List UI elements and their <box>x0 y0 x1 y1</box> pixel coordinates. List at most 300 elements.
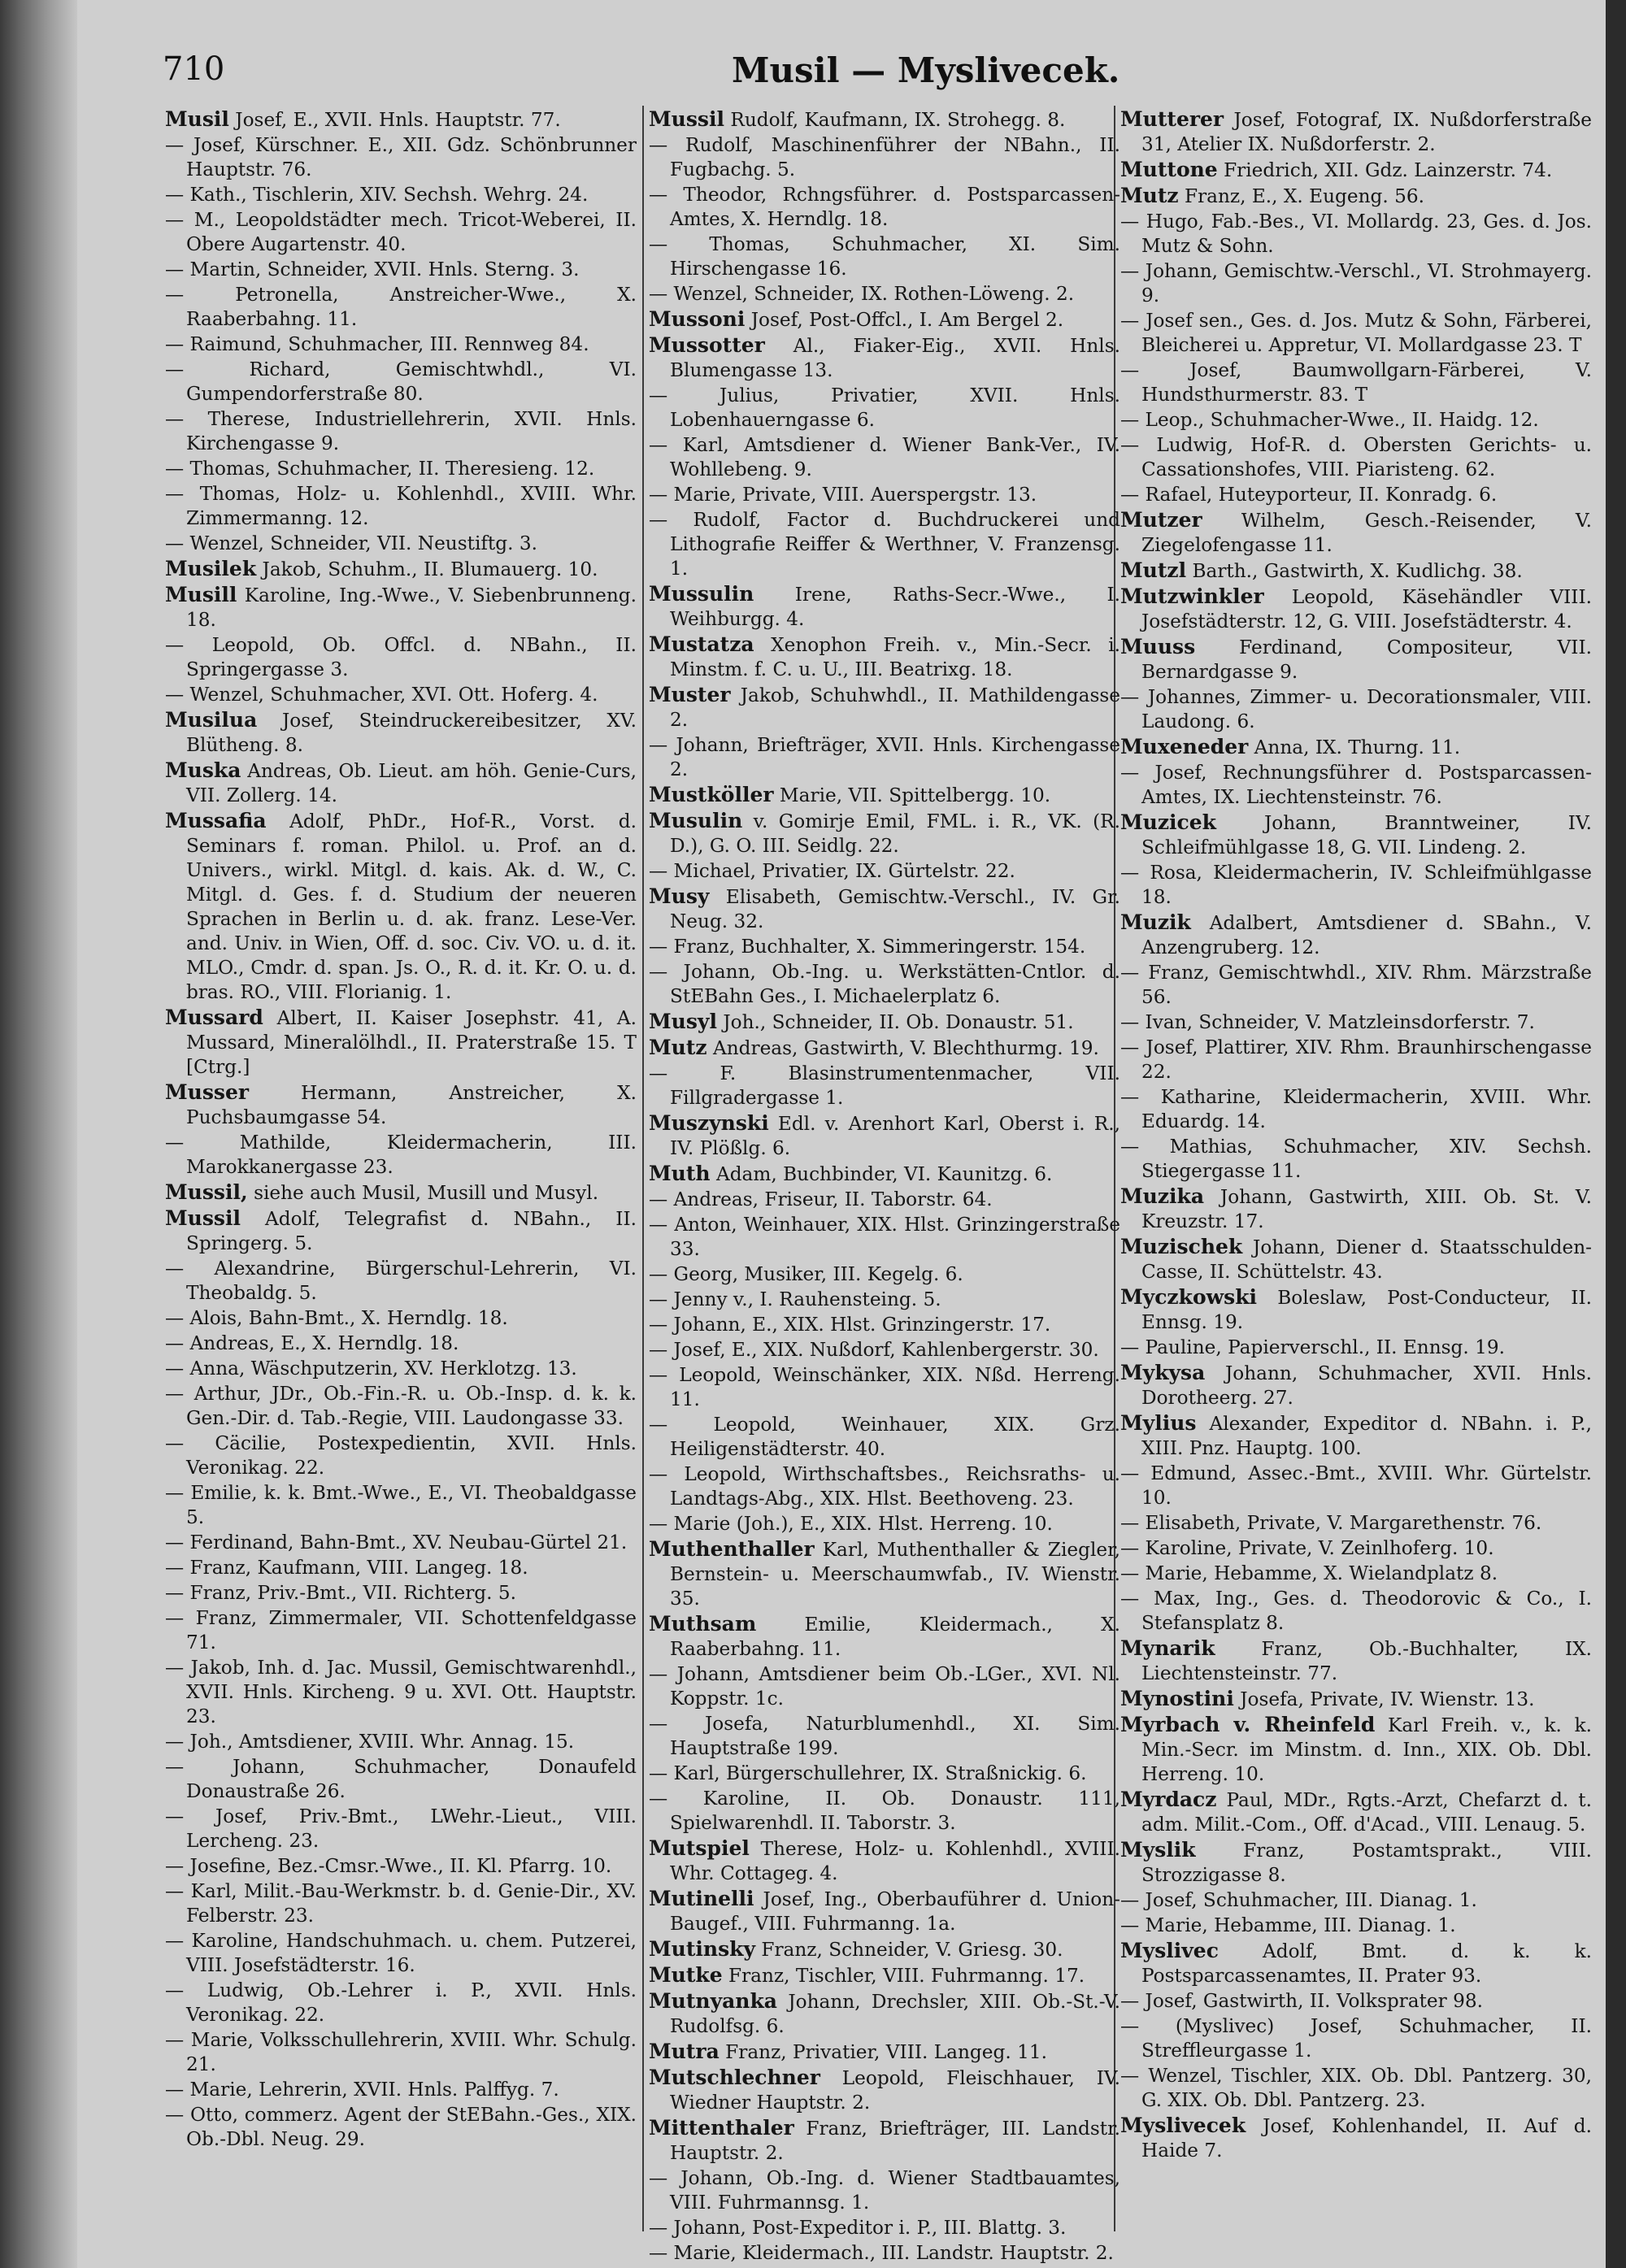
directory-entry <box>165 2103 637 2152</box>
entry-surname: Muzik <box>1120 910 1191 934</box>
directory-entry <box>649 1288 1120 1312</box>
directory-entry <box>165 1306 637 1331</box>
directory-entry <box>1120 184 1592 209</box>
entry-surname: Mussoni <box>649 307 746 331</box>
entry-text: Andreas, Ob. Lieut. am höh. Genie-Curs, VII. Zollerg. 14. <box>186 760 637 806</box>
entry-text: — Thomas, Schuhmacher, XI. Sim. Hirschengasse 16. <box>649 233 1120 280</box>
entry-text: — Johann, Post-Expeditor i. P., III. Blattg. 3. <box>649 2217 1067 2239</box>
entry-text: Johann, Schuhmacher, XVII. Hnls. Dorotheerg. 27. <box>1141 1362 1592 1409</box>
entry-text: — Wenzel, Schneider, VII. Neustiftg. 3. <box>165 532 537 554</box>
directory-entry <box>1120 635 1592 684</box>
entry-text: Anna, IX. Thurng. 11. <box>1248 736 1461 758</box>
entry-text: — Martin, Schneider, XVII. Hnls. Sterng. 3. <box>165 259 580 280</box>
directory-entry <box>1120 1411 1592 1461</box>
entry-text: Adalbert, Amtsdiener d. SBahn., V. Anzengruberg. 12. <box>1141 912 1592 958</box>
entry-text: — Johann, E., XIX. Hlst. Grinzingerstr. 17. <box>649 1314 1051 1336</box>
directory-entry <box>649 2166 1120 2215</box>
directory-entry <box>165 107 637 133</box>
directory-entry <box>1120 210 1592 259</box>
directory-entry <box>165 1357 637 1381</box>
entry-text: v. Gomirje Emil, FML. i. R., VK. (R. D.), G. O. III. Seidlg. 22. <box>670 810 1120 857</box>
directory-entry <box>649 1188 1120 1212</box>
entry-surname: Mutschlechner <box>649 2066 820 2089</box>
entry-text: — Thomas, Schuhmacher, II. Theresieng. 12. <box>165 458 595 480</box>
directory-entry <box>649 1989 1120 2039</box>
column-2 <box>649 107 1120 2264</box>
entry-surname: Mutspiel <box>649 1836 750 1860</box>
entry-text: — Franz, Kaufmann, VIII. Langeg. 18. <box>165 1557 528 1579</box>
entry-text: — Josef sen., Ges. d. Jos. Mutz & Sohn, Färberei, Bleicherei u. Appretur, VI. Mollardgasse 23. T <box>1120 310 1592 356</box>
entry-text: — Otto, commerz. Agent der StEBahn.-Ges., XIX. Ob.-Dbl. Neug. 29. <box>165 2104 637 2150</box>
page-number: 710 <box>163 50 225 88</box>
entry-text: — Ivan, Schneider, V. Matzleinsdorferstr. 7. <box>1120 1011 1535 1033</box>
entry-text: Josefa, Private, IV. Wienstr. 13. <box>1233 1688 1535 1710</box>
entry-surname: Mutke <box>649 1963 723 1987</box>
directory-entry <box>1120 1939 1592 1988</box>
entry-text: Adolf, PhDr., Hof-R., Vorst. d. Seminars f. roman. Philol. u. Prof. an d. Univers., wirkl. Mitgl. d. kais. Ak. d. W., C. Mitgl. d. Ges. f. d. Studium der neueren Sprachen in Berlin u. d. ak. franz. Lese-Ver. and. Univ. in Wien, Off. d. soc. Civ. VO. u. d. it. MLO., Cmdr. d. span. Js. O., R. d. it. Kr. O. u. d. bras. RO., VIII. Florianig. 1. <box>186 810 637 1003</box>
directory-entry <box>1120 2114 1592 2163</box>
entry-text: Franz, Postamtsprakt., VIII. Strozzigasse 8. <box>1141 1840 1592 1886</box>
directory-entry <box>649 1036 1120 1061</box>
entry-text: — Andreas, E., X. Herndlg. 18. <box>165 1332 459 1354</box>
entry-surname: Muth <box>649 1162 711 1185</box>
entry-surname: Myczkowski <box>1120 1285 1258 1309</box>
directory-entry <box>649 2066 1120 2115</box>
entry-text: — Johann, Gemischtw.-Verschl., VI. Strohmayerg. 9. <box>1120 260 1592 306</box>
directory-entry <box>649 1662 1120 1711</box>
entry-surname: Muzischek <box>1120 1235 1243 1258</box>
entry-text: Edl. v. Arenhort Karl, Oberst i. R., IV. Plößlg. 6. <box>670 1113 1120 1159</box>
directory-entry <box>1120 1511 1592 1536</box>
directory-entry <box>649 1462 1120 1511</box>
directory-entry <box>649 683 1120 732</box>
entry-text: Josef, Fotograf, IX. Nußdorferstraße 31, Atelier IX. Nußdorferstr. 2. <box>1141 109 1592 155</box>
entry-text: — Pauline, Papierverschl., II. Ennsg. 19. <box>1120 1336 1506 1358</box>
entry-text: Karl Freih. v., k. k. Min.-Secr. im Minstm. d. Inn., XIX. Ob. Dbl. Herreng. 10. <box>1141 1714 1592 1785</box>
directory-entry <box>1120 584 1592 634</box>
entry-text: — Jakob, Inh. d. Jac. Mussil, Gemischtwarenhdl., XVII. Hnls. Kircheng. 9 u. XVI. Ott. Hauptstr. 23. <box>165 1657 637 1727</box>
entry-text: Josef, E., XVII. Hnls. Hauptstr. 77. <box>228 109 561 131</box>
entry-text: Johann, Gastwirth, XIII. Ob. St. V. Kreuzstr. 17. <box>1141 1186 1592 1232</box>
directory-entry <box>649 1111 1120 1161</box>
entry-surname: Muska <box>165 758 241 782</box>
entry-text: — Leopold, Ob. Offcl. d. NBahn., II. Springergasse 3. <box>165 634 637 680</box>
entry-text: — Leopold, Weinschänker, XIX. Nßd. Herreng. 11. <box>649 1364 1120 1410</box>
directory-entry <box>1120 1085 1592 1134</box>
entry-text: — Josef, Schuhmacher, III. Dianag. 1. <box>1120 1889 1477 1911</box>
directory-entry <box>165 1131 637 1180</box>
directory-entry <box>165 208 637 257</box>
directory-entry <box>1120 810 1592 860</box>
entry-text: — Karoline, II. Ob. Donaustr. 111, Spielwarenhdl. II. Taborstr. 3. <box>649 1788 1120 1834</box>
entry-text: — Josef, E., XIX. Nußdorf, Kahlenbergerstr. 30. <box>649 1339 1099 1361</box>
directory-entry <box>1120 1636 1592 1686</box>
entry-surname: Musyl <box>649 1010 717 1033</box>
directory-entry <box>165 633 637 682</box>
directory-entry <box>649 809 1120 858</box>
directory-entry <box>165 683 637 707</box>
entry-text: — Rudolf, Maschinenführer der NBahn., II. Fugbachg. 5. <box>649 134 1120 180</box>
directory-entry <box>649 183 1120 232</box>
entry-text: — Karoline, Private, V. Zeinlhoferg. 10. <box>1120 1537 1494 1559</box>
directory-entry <box>1120 735 1592 760</box>
entry-surname: Muttone <box>1120 158 1218 181</box>
entry-text: — Marie, Volksschullehrerin, XVIII. Whr. Schulg. 21. <box>165 2029 637 2075</box>
entry-text: — Thomas, Holz- u. Kohlenhdl., XVIII. Whr. Zimmermanng. 12. <box>165 483 637 529</box>
directory-entry <box>649 433 1120 482</box>
entry-text: Franz, E., X. Eugeng. 56. <box>1178 185 1424 207</box>
entry-surname: Mutra <box>649 2040 720 2063</box>
directory-entry <box>649 1963 1120 1988</box>
entry-text: Rudolf, Kaufmann, IX. Strohegg. 8. <box>724 109 1066 131</box>
entry-text: Jakob, Schuhwhdl., II. Mathildengasse 2. <box>670 684 1120 731</box>
entry-text: — Rosa, Kleidermacherin, IV. Schleifmühlgasse 18. <box>1120 862 1592 908</box>
directory-entry <box>1120 1587 1592 1636</box>
entry-text: Josef, Post-Offcl., I. Am Bergel 2. <box>745 309 1064 331</box>
entry-text: siehe auch Musil, Musill und Musyl. <box>247 1182 599 1204</box>
directory-entry <box>165 283 637 332</box>
entry-surname: Musilek <box>165 557 257 580</box>
entry-text: — Theodor, Rchngsführer. d. Postsparcassen-Amtes, X. Herndlg. 18. <box>649 184 1120 230</box>
entry-text: Al., Fiaker-Eig., XVII. Hnls. Blumengasse 13. <box>670 335 1120 381</box>
directory-entry <box>165 1180 637 1206</box>
entry-text: — Johann, Briefträger, XVII. Hnls. Kirchengasse 2. <box>649 734 1120 780</box>
directory-entry <box>649 2241 1120 2266</box>
entry-text: — Edmund, Assec.-Bmt., XVIII. Whr. Gürtelstr. 10. <box>1120 1462 1592 1509</box>
entry-text: — Marie, Hebamme, III. Dianag. 1. <box>1120 1914 1456 1936</box>
entry-surname: Mussulin <box>649 582 754 606</box>
entry-surname: Muszynski <box>649 1111 769 1135</box>
directory-entry <box>649 859 1120 884</box>
directory-entry <box>165 1080 637 1130</box>
entry-text: Franz, Briefträger, III. Landstr. Hauptstr. 2. <box>670 2118 1120 2164</box>
directory-entry <box>165 2028 637 2077</box>
directory-entry <box>165 557 637 582</box>
directory-entry <box>649 960 1120 1009</box>
entry-text: — Ludwig, Hof-R. d. Obersten Gerichts- u. Cassationshofes, VIII. Piaristeng. 62. <box>1120 434 1592 480</box>
entry-surname: Mykysa <box>1120 1361 1206 1384</box>
entry-text: — Karl, Amtsdiener d. Wiener Bank-Ver., IV. Wohllebeng. 9. <box>649 434 1120 480</box>
directory-entry <box>1120 2064 1592 2113</box>
entry-surname: Muxeneder <box>1120 735 1249 758</box>
directory-entry <box>1120 2014 1592 2063</box>
entry-text: Josef, Kohlenhandel, II. Auf d. Haide 7. <box>1141 2115 1592 2162</box>
entry-text: Karl, Muthenthaller & Ziegler, Bernstein- u. Meerschaumwfab., IV. Wienstr. 35. <box>670 1539 1120 1610</box>
directory-entry <box>165 1006 637 1080</box>
directory-entry <box>649 1010 1120 1035</box>
entry-text: — Anna, Wäschputzerin, XV. Herklotzg. 13. <box>165 1358 577 1379</box>
entry-surname: Musser <box>165 1080 250 1104</box>
entry-text: Adolf, Bmt. d. k. k. Postsparcassenamtes, II. Prater 93. <box>1141 1940 1592 1987</box>
entry-text: — Jenny v., I. Rauhensteing. 5. <box>649 1288 941 1310</box>
directory-entry <box>649 884 1120 934</box>
directory-entry <box>165 1805 637 1853</box>
entry-text: — Cäcilie, Postexpedientin, XVII. Hnls. Veronikag. 22. <box>165 1432 637 1479</box>
directory-entry <box>649 107 1120 133</box>
directory-entry <box>165 2078 637 2102</box>
entry-text: — Ferdinand, Bahn-Bmt., XV. Neubau-Gürtel 21. <box>165 1532 628 1553</box>
directory-entry <box>1120 259 1592 308</box>
entry-text: — Johannes, Zimmer- u. Decorationsmaler, VIII. Laudong. 6. <box>1120 686 1592 732</box>
entry-surname: Muzicek <box>1120 810 1216 834</box>
directory-entry <box>165 1755 637 1804</box>
entry-text: Alexander, Expeditor d. NBahn. i. P., XIII. Pnz. Hauptg. 100. <box>1141 1413 1592 1459</box>
page-title: Musil — Myslivecek. <box>732 50 1120 90</box>
entry-text: — Julius, Privatier, XVII. Hnls. Lobenhauerngasse 6. <box>649 385 1120 431</box>
entry-surname: Myrdacz <box>1120 1788 1217 1811</box>
entry-text: — Johann, Schuhmacher, Donaufeld Donaustraße 26. <box>165 1756 637 1802</box>
entry-surname: Myrbach v. Rheinfeld <box>1120 1713 1376 1736</box>
entry-text: — Wenzel, Tischler, XIX. Ob. Dbl. Pantzerg. 30, G. XIX. Ob. Dbl. Pantzerg. 23. <box>1120 2065 1592 2111</box>
entry-text: — Josef, Baumwollgarn-Färberei, V. Hundsthurmerstr. 83. T <box>1120 359 1592 406</box>
entry-surname: Mutnyanka <box>649 1989 777 2013</box>
directory-entry <box>649 282 1120 306</box>
entry-surname: Musilua <box>165 708 258 732</box>
directory-entry <box>1120 1036 1592 1084</box>
entry-text: — Marie, Private, VIII. Auerspergstr. 13. <box>649 484 1037 506</box>
entry-text: Xenophon Freih. v., Min.-Secr. i. Minstm. f. C. u. U., III. Beatrixg. 18. <box>670 634 1120 680</box>
entry-text: Friedrich, XII. Gdz. Lainzerstr. 74. <box>1217 159 1553 181</box>
entry-text: — Petronella, Anstreicher-Wwe., X. Raaberbahng. 11. <box>165 284 637 330</box>
entry-text: — Josef, Kürschner. E., XII. Gdz. Schönbrunner Hauptstr. 76. <box>165 134 637 180</box>
entry-text: — Michael, Privatier, IX. Gürtelstr. 22. <box>649 860 1015 882</box>
entry-text: — Johann, Amtsdiener beim Ob.-LGer., XVI. Nl. Koppstr. 1c. <box>649 1663 1120 1710</box>
entry-surname: Mussotter <box>649 333 765 357</box>
directory-entry <box>165 1879 637 1928</box>
entry-text: — Rafael, Huteyporteur, II. Konradg. 6. <box>1120 484 1498 506</box>
entry-text: Josef, Ing., Oberbauführer d. Union-Baugef., VIII. Fuhrmanng. 1a. <box>670 1888 1120 1935</box>
directory-entry <box>649 1363 1120 1412</box>
directory-entry <box>165 1581 637 1605</box>
directory-entry <box>165 758 637 808</box>
directory-entry <box>165 1854 637 1879</box>
entry-surname: Mussil <box>165 1206 241 1230</box>
directory-entry <box>649 1062 1120 1110</box>
entry-text: — Johann, Ob.-Ing. d. Wiener Stadtbauamtes, VIII. Fuhrmannsg. 1. <box>649 2167 1120 2214</box>
entry-text: — Karl, Milit.-Bau-Werkmstr. b. d. Genie-Dir., XV. Felberstr. 23. <box>165 1880 637 1927</box>
directory-entry <box>1120 508 1592 558</box>
entry-surname: Musy <box>649 884 710 908</box>
entry-text: Leopold, Fleischhauer, IV. Wiedner Hauptstr. 2. <box>670 2067 1120 2114</box>
entry-text: Andreas, Gastwirth, V. Blechthurmg. 19. <box>706 1037 1099 1059</box>
entry-text: — Marie, Hebamme, X. Wielandplatz 8. <box>1120 1562 1498 1584</box>
entry-text: — Franz, Buchhalter, X. Simmeringerstr. 154. <box>649 936 1086 958</box>
entry-text: — Franz, Gemischtwhdl., XIV. Rhm. Märzstraße 56. <box>1120 962 1592 1008</box>
entry-text: — Andreas, Friseur, II. Taborstr. 64. <box>649 1188 993 1210</box>
entry-surname: Mussard <box>165 1006 263 1029</box>
directory-entry <box>165 1556 637 1580</box>
entry-text: — Therese, Industriellehrerin, XVII. Hnls. Kirchengasse 9. <box>165 408 637 454</box>
directory-entry <box>1120 358 1592 407</box>
entry-text: — Franz, Zimmermaler, VII. Schottenfeldgasse 71. <box>165 1607 637 1653</box>
directory-entry <box>165 482 637 531</box>
directory-entry <box>165 332 637 357</box>
directory-entry <box>649 2116 1120 2166</box>
directory-entry <box>165 1382 637 1431</box>
directory-entry <box>649 783 1120 808</box>
directory-entry <box>649 133 1120 182</box>
directory-entry <box>165 133 637 182</box>
directory-entry <box>649 1937 1120 1962</box>
entry-surname: Mutzwinkler <box>1120 584 1264 608</box>
entry-text: — Elisabeth, Private, V. Margarethenstr. 76. <box>1120 1512 1542 1534</box>
directory-entry <box>649 483 1120 507</box>
directory-entry <box>649 384 1120 432</box>
entry-text: — Josefa, Naturblumenhdl., XI. Sim. Hauptstraße 199. <box>649 1713 1120 1759</box>
entry-text: Emilie, Kleidermach., X. Raaberbahng. 11. <box>670 1614 1120 1660</box>
directory-entry <box>1120 685 1592 734</box>
directory-entry <box>649 632 1120 682</box>
directory-entry <box>649 1413 1120 1462</box>
directory-entry <box>1120 107 1592 157</box>
directory-entry <box>649 2040 1120 2065</box>
entry-text: Elisabeth, Gemischtw.-Verschl., IV. Gr. Neug. 32. <box>670 886 1120 932</box>
entry-text: Karoline, Ing.-Wwe., V. Siebenbrunneng. 18. <box>186 584 637 631</box>
directory-entry <box>165 1979 637 2027</box>
entry-text: Franz, Ob.-Buchhalter, IX. Liechtensteinstr. 77. <box>1141 1638 1592 1684</box>
directory-entry <box>165 1332 637 1356</box>
entry-surname: Musil <box>165 107 229 131</box>
entry-text: Paul, MDr., Rgts.-Arzt, Chefarzt d. t. adm. Milit.-Com., Off. d'Acad., VIII. Lenaug. 5. <box>1141 1789 1592 1836</box>
directory-entry <box>649 1762 1120 1786</box>
entry-text: — Mathias, Schuhmacher, XIV. Sechsh. Stiegergasse 11. <box>1120 1136 1592 1182</box>
entry-surname: Musill <box>165 583 237 606</box>
directory-entry <box>1120 910 1592 960</box>
directory-entry <box>649 1612 1120 1662</box>
directory-entry <box>1120 1536 1592 1561</box>
directory-entry <box>649 2216 1120 2240</box>
entry-surname: Muzika <box>1120 1184 1205 1208</box>
directory-entry <box>1120 1462 1592 1510</box>
entry-text: — Arthur, JDr., Ob.-Fin.-R. u. Ob.-Insp. d. k. k. Gen.-Dir. d. Tab.-Regie, VIII. Laudongasse 33. <box>165 1383 637 1429</box>
entry-text: Franz, Schneider, V. Griesg. 30. <box>755 1939 1063 1961</box>
directory-entry <box>165 1206 637 1256</box>
directory-entry <box>165 708 637 758</box>
entry-text: — Johann, Ob.-Ing. u. Werkstätten-Cntlor. d. StEBahn Ges., I. Michaelerplatz 6. <box>649 961 1120 1007</box>
entry-text: — Josef, Rechnungsführer d. Postsparcassen-Amtes, IX. Liechtensteinstr. 76. <box>1120 762 1592 808</box>
directory-entry <box>165 1531 637 1555</box>
entry-text: — F. Blasinstrumentenmacher, VII. Fillgradergasse 1. <box>649 1062 1120 1109</box>
entry-text: Franz, Tischler, VIII. Fuhrmanng. 17. <box>722 1965 1085 1987</box>
directory-entry <box>649 307 1120 332</box>
directory-entry <box>165 809 637 1005</box>
directory-entry <box>1120 1361 1592 1410</box>
directory-entry <box>649 1213 1120 1262</box>
entry-text: Barth., Gastwirth, X. Kudlichg. 38. <box>1186 560 1523 582</box>
entry-surname: Myslivec <box>1120 1939 1219 1962</box>
directory-entry <box>1120 1838 1592 1888</box>
entry-text: Johann, Branntweiner, IV. Schleifmühlgasse 18, G. VII. Lindeng. 2. <box>1141 812 1592 858</box>
directory-entry <box>1120 1914 1592 1938</box>
entry-surname: Muthsam <box>649 1612 757 1636</box>
entry-text: Therese, Holz- u. Kohlenhdl., XVIII. Whr. Cottageg. 4. <box>670 1838 1120 1884</box>
directory-entry <box>1120 1713 1592 1787</box>
entry-surname: Mustatza <box>649 632 754 656</box>
entry-surname: Mutzl <box>1120 558 1187 582</box>
entry-surname: Mussil <box>649 107 724 131</box>
directory-entry <box>1120 158 1592 183</box>
entry-surname: Mutinsky <box>649 1937 755 1961</box>
entry-text: — Marie, Lehrerin, XVII. Hnls. Palffyg. 7. <box>165 2079 559 2101</box>
entry-surname: Mylius <box>1120 1411 1197 1435</box>
entry-text: — Alexandrine, Bürgerschul-Lehrerin, VI. Theobaldg. 5. <box>165 1258 637 1304</box>
entry-text: — Kath., Tischlerin, XIV. Sechsh. Wehrg. 24. <box>165 184 589 206</box>
entry-text: Irene, Raths-Secr.-Wwe., I. Weihburgg. 4. <box>670 584 1120 630</box>
directory-entry <box>1120 961 1592 1010</box>
directory-entry <box>165 1656 637 1729</box>
directory-entry <box>1120 433 1592 482</box>
entry-text: — Franz, Priv.-Bmt., VII. Richterg. 5. <box>165 1582 516 1604</box>
entry-text: — M., Leopoldstädter mech. Tricot-Weberei, II. Obere Augartenstr. 40. <box>165 209 637 255</box>
entry-text: Wilhelm, Gesch.-Reisender, V. Ziegelofengasse 11. <box>1141 510 1592 556</box>
column-rule-1 <box>642 106 644 2231</box>
entry-text: Adolf, Telegrafist d. NBahn., II. Springerg. 5. <box>186 1208 637 1254</box>
directory-entry <box>649 1787 1120 1836</box>
entry-surname: Mutz <box>1120 184 1179 207</box>
directory-entry <box>649 508 1120 581</box>
directory-entry <box>649 1537 1120 1611</box>
entry-text: — Emilie, k. k. Bmt.-Wwe., E., VI. Theobaldgasse 5. <box>165 1482 637 1528</box>
directory-entry <box>649 333 1120 383</box>
entry-text: Josef, Steindruckereibesitzer, XV. Blütheng. 8. <box>186 710 637 756</box>
column-3 <box>1120 107 1592 2237</box>
entry-text: — Marie (Joh.), E., XIX. Hlst. Herreng. 10. <box>649 1513 1053 1535</box>
entry-text: — Joh., Amtsdiener, XVIII. Whr. Annag. 15. <box>165 1731 575 1753</box>
entry-text: — Marie, Kleidermach., III. Landstr. Hauptstr. 2. <box>649 2242 1114 2264</box>
directory-entry <box>165 457 637 481</box>
directory-entry <box>649 1512 1120 1536</box>
entry-text: — Ludwig, Ob.-Lehrer i. P., XVII. Hnls. Veronikag. 22. <box>165 1979 637 2026</box>
page-header <box>163 50 1577 98</box>
entry-surname: Mussafia <box>165 809 267 832</box>
entry-text: — (Myslivec) Josef, Schuhmacher, II. Streffleurgasse 1. <box>1120 2015 1592 2062</box>
entry-text: — Josef, Plattirer, XIV. Rhm. Braunhirschengasse 22. <box>1120 1036 1592 1083</box>
entry-text: Johann, Diener d. Staatsschulden-Casse, II. Schüttelstr. 43. <box>1141 1236 1592 1283</box>
directory-entry <box>1120 761 1592 810</box>
entry-text: — Leop., Schuhmacher-Wwe., II. Haidg. 12. <box>1120 409 1539 431</box>
entry-text: — Karoline, Handschuhmach. u. chem. Putzerei, VIII. Josefstädterstr. 16. <box>165 1930 637 1976</box>
entry-text: Franz, Privatier, VIII. Langeg. 11. <box>719 2041 1047 2063</box>
directory-entry <box>165 1432 637 1480</box>
entry-text: — Wenzel, Schuhmacher, XVI. Ott. Hoferg. 4. <box>165 684 598 706</box>
entry-text: Hermann, Anstreicher, X. Puchsbaumgasse 54. <box>186 1082 637 1128</box>
directory-entry <box>1120 1235 1592 1284</box>
directory-entry <box>649 1887 1120 1936</box>
entry-text: Marie, VII. Spittelbergg. 10. <box>773 784 1051 806</box>
directory-entry <box>1120 1184 1592 1234</box>
directory-entry <box>1120 558 1592 584</box>
entry-text: Albert, II. Kaiser Josephstr. 41, A. Mussard, Mineralölhdl., II. Praterstraße 15. T [Ctrg.] <box>186 1007 637 1078</box>
entry-surname: Mussil, <box>165 1180 248 1204</box>
directory-entry <box>1120 1562 1592 1586</box>
entry-text: — Josef, Priv.-Bmt., LWehr.-Lieut., VIII. Lercheng. 23. <box>165 1805 637 1852</box>
entry-text: — Katharine, Kleidermacherin, XVIII. Whr. Eduardg. 14. <box>1120 1086 1592 1132</box>
entry-text: — Mathilde, Kleidermacherin, III. Marokkanergasse 23. <box>165 1132 637 1178</box>
directory-entry <box>649 1338 1120 1362</box>
entry-text: Boleslaw, Post-Conducteur, II. Ennsg. 19. <box>1141 1287 1592 1333</box>
directory-entry <box>1120 1989 1592 2014</box>
directory-entry <box>649 733 1120 782</box>
entry-text: — Max, Ing., Ges. d. Theodorovic & Co., I. Stefansplatz 8. <box>1120 1588 1592 1634</box>
entry-surname: Myslivecek <box>1120 2114 1246 2137</box>
entry-text: — Josef, Gastwirth, II. Volksprater 98. <box>1120 1990 1483 2012</box>
directory-entry <box>165 1929 637 1978</box>
directory-entry <box>165 358 637 406</box>
entry-surname: Mittenthaler <box>649 2116 794 2140</box>
directory-entry <box>1120 1687 1592 1712</box>
directory-entry <box>1120 1888 1592 1913</box>
directory-entry <box>649 232 1120 281</box>
